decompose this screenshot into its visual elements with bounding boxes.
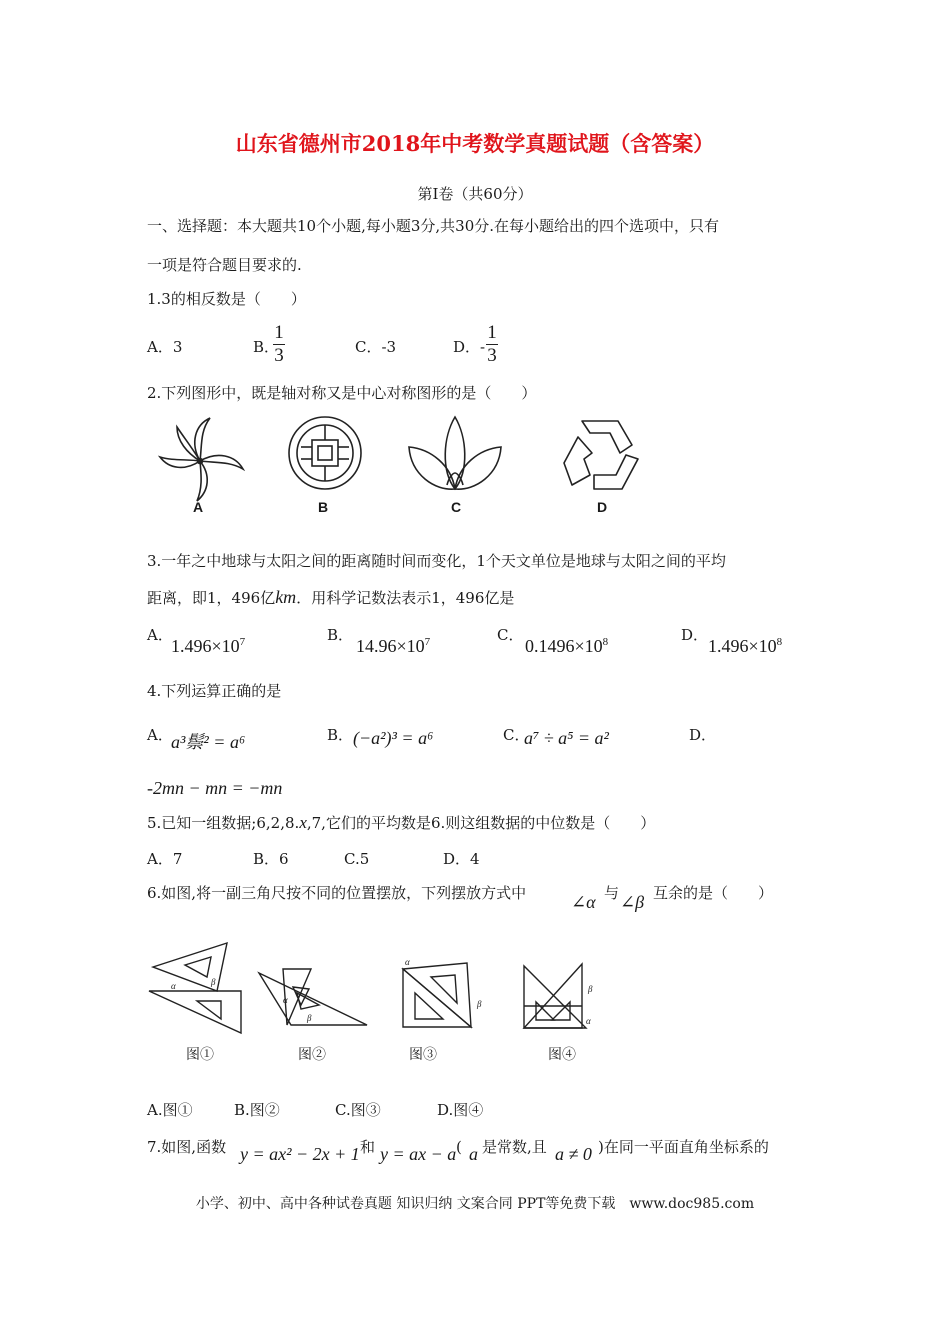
- q6-option-d: D.图④: [437, 1101, 484, 1119]
- angle-alpha-label: α: [586, 1016, 591, 1026]
- fraction-numerator: 1: [487, 322, 497, 343]
- angle-beta-label: β: [588, 984, 593, 994]
- coin-figure: [285, 413, 365, 493]
- q7-stem-text: (: [456, 1138, 462, 1156]
- q3-option-a-label: A．: [147, 626, 173, 644]
- value-base: 14.96×10: [356, 636, 425, 656]
- set-square-figure-1: [145, 935, 245, 1035]
- q7-stem-text: 和: [360, 1138, 376, 1156]
- q3-option-b-label: B．: [327, 626, 354, 644]
- value-base: 1.496×10: [171, 636, 240, 656]
- value-exponent: 7: [239, 636, 246, 648]
- fraction-denominator: 3: [487, 345, 497, 366]
- q3-stem-line2: [147, 587, 514, 608]
- value-exponent: 7: [424, 636, 431, 648]
- value-base: 0.1496×10: [525, 636, 603, 656]
- q5-option-c: C.5: [344, 850, 370, 868]
- figure-caption-c: C: [451, 499, 462, 515]
- set-square-figure-2: [257, 965, 372, 1030]
- value-base: 1.496×10: [708, 636, 777, 656]
- q5-option-d: D．4: [443, 850, 480, 868]
- variable-x: x: [299, 813, 307, 832]
- q7-variable-a: a: [469, 1144, 478, 1164]
- q7-stem-text: 7.如图,函数: [147, 1138, 227, 1156]
- angle-alpha: ∠α: [571, 892, 596, 912]
- q4-option-c-label: C．: [503, 726, 530, 744]
- figure-caption-b: B: [318, 499, 329, 515]
- q4-option-a-expr: a³鬃² = a⁶: [171, 732, 246, 752]
- document-title: 山东省德州市2018年中考数学真题试题（含答案）: [235, 131, 715, 156]
- q5-option-a: A．7: [147, 850, 183, 868]
- figure-caption-a: A: [193, 499, 204, 515]
- q3-stem-text: ．用科学记数法表示1，496亿是: [296, 589, 515, 607]
- lotus-figure: [405, 413, 505, 493]
- q1-option-c: C．-3: [355, 338, 397, 356]
- q5-option-b: B．6: [253, 850, 289, 868]
- q6-option-c: C.图③: [335, 1101, 381, 1119]
- angle-alpha-label: α: [283, 995, 288, 1005]
- q7-stem-text: 是常数,且: [482, 1138, 547, 1156]
- q4-option-b-label: B．: [327, 726, 354, 744]
- recycle-figure: [560, 417, 645, 492]
- q6-option-b: B.图②: [234, 1101, 280, 1119]
- angle-beta-label: β: [211, 977, 216, 987]
- paper-subtitle: 第Ⅰ卷（共60分）: [417, 185, 533, 203]
- q3-stem-line1: 3.一年之中地球与太阳之间的距离随时间而变化，1个天文单位是地球与太阳之间的平均: [147, 552, 726, 570]
- section-instructions-line1: 一、选择题：本大题共10个小题,每小题3分,共30分.在每小题给出的四个选项中，只有: [147, 217, 720, 235]
- angle-beta-label: β: [307, 1013, 312, 1023]
- q4-option-a-label: A．: [147, 726, 173, 744]
- q3-option-c-label: C．: [497, 626, 524, 644]
- q1-option-d-fraction: [486, 322, 498, 367]
- q6-stem-text: 与: [604, 884, 620, 902]
- page-footer: 小学、初中、高中各种试卷真题 知识归纳 文案合同 PPT等免费下载 www.doc985.com: [195, 1196, 755, 1212]
- fraction-denominator: 3: [274, 345, 284, 366]
- q4-option-c-expr: a⁷ ÷ a⁵ = a²: [524, 728, 609, 748]
- q6-stem-text: 6.如图,将一副三角尺按不同的位置摆放，下列摆放方式中: [147, 884, 527, 902]
- q7-stem-text: )在同一平面直角坐标系的: [598, 1138, 769, 1156]
- q4-stem: 4.下列运算正确的是: [147, 682, 282, 700]
- q6-stem-text: 互余的是（ ）: [653, 884, 774, 902]
- unit-km: km: [275, 587, 297, 607]
- q7-condition: a ≠ 0: [555, 1144, 592, 1164]
- fraction-numerator: 1: [274, 322, 284, 343]
- q3-option-d-value: [708, 636, 782, 657]
- q3-option-b-value: [356, 636, 430, 657]
- q5-stem: [147, 813, 655, 833]
- q2-stem: 2.下列图形中，既是轴对称又是中心对称图形的是（ ）: [147, 384, 537, 402]
- figure-caption-2: 图②: [298, 1046, 326, 1062]
- q4-option-d-expr: -2mn − mn = −mn: [147, 778, 283, 798]
- pinwheel-figure: [155, 413, 245, 503]
- angle-beta: ∠β: [620, 892, 645, 912]
- set-square-figure-4: [518, 960, 608, 1032]
- q7-function-1: y = ax² − 2x + 1: [240, 1144, 360, 1164]
- value-exponent: 8: [776, 636, 783, 648]
- q3-option-a-value: [171, 636, 245, 657]
- section-instructions-line2: 一项是符合题目要求的.: [147, 256, 302, 274]
- set-square-figure-3: [395, 955, 495, 1030]
- q3-option-d-label: D．: [681, 626, 709, 644]
- value-exponent: 8: [602, 636, 609, 648]
- q5-stem-text: 5.已知一组数据;6,2,8.: [147, 814, 300, 832]
- q5-stem-text: ,7,它们的平均数是6.则这组数据的中位数是（ ）: [306, 814, 656, 832]
- figure-caption-1: 图①: [186, 1046, 214, 1062]
- angle-beta-label: β: [477, 999, 482, 1009]
- q3-stem-text: 距离，即1，496亿: [147, 589, 276, 607]
- angle-alpha-label: α: [171, 981, 176, 991]
- q1-option-a: A．3: [147, 338, 183, 356]
- q3-option-c-value: [525, 636, 608, 657]
- q6-option-a: A.图①: [147, 1101, 193, 1119]
- q1-option-b-fraction: [273, 322, 285, 367]
- q4-option-b-expr: (−a²)³ = a⁶: [353, 728, 434, 748]
- figure-caption-3: 图③: [409, 1046, 437, 1062]
- q4-option-d-label: D．: [689, 726, 717, 744]
- figure-caption-4: 图④: [548, 1046, 576, 1062]
- angle-alpha-label: α: [405, 957, 410, 967]
- q1-stem: 1.3的相反数是（ ）: [147, 290, 306, 308]
- q1-option-d-label: D．-: [453, 338, 486, 356]
- q7-function-2: y = ax − a: [380, 1144, 457, 1164]
- q1-option-b-label: B．: [253, 338, 280, 356]
- figure-caption-d: D: [597, 499, 608, 515]
